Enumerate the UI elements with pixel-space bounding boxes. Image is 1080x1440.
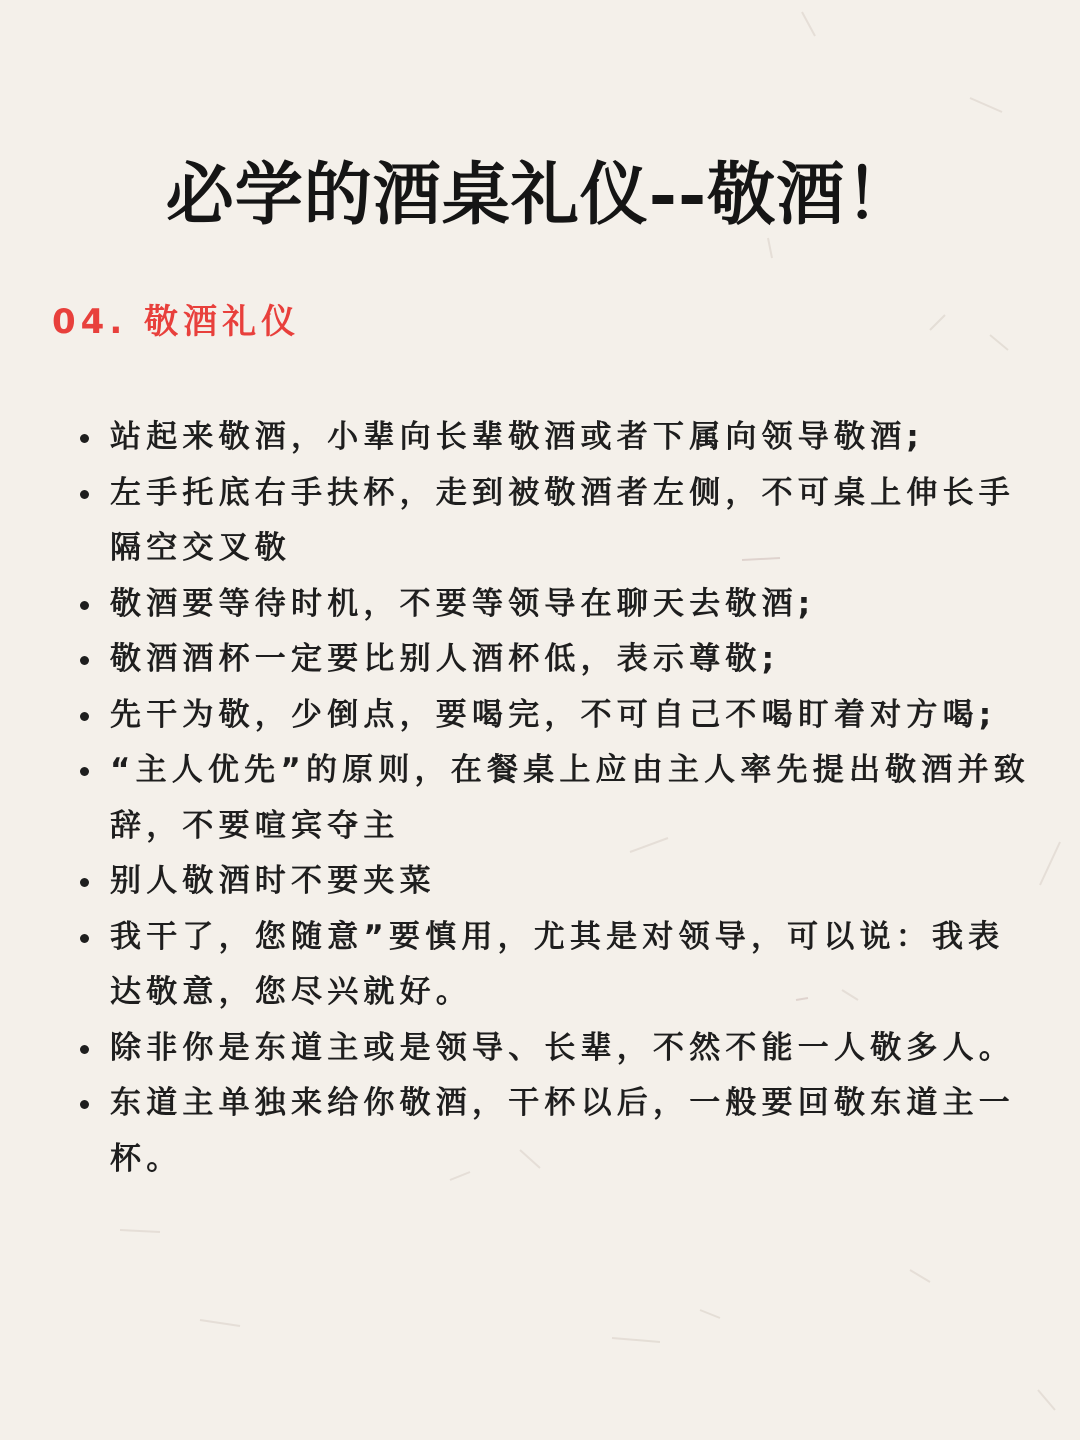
bullet-icon [80,490,89,499]
bullet-icon [80,1045,89,1054]
rule-text: 我干了，您随意”要慎用，尤其是对领导，可以说：我表达敬意，您尽兴就好。 [110,918,1005,1010]
page-title: 必学的酒桌礼仪--敬酒！ [165,154,915,235]
bullet-icon [80,767,89,776]
list-item [78,466,1038,577]
rules-list [78,410,1038,1187]
rule-text: 左手托底右手扶杯，走到被敬酒者左侧，不可桌上伸长手隔空交叉敬 [110,474,1015,566]
list-item [78,854,1038,910]
list-item [78,1021,1038,1077]
rule-text: 除非你是东道主或是领导、长辈，不然不能一人敬多人。 [110,1029,1015,1066]
rule-text: 敬酒要等待时机，不要等领导在聊天去敬酒; [110,585,816,622]
rule-text: 东道主单独来给你敬酒，干杯以后，一般要回敬东道主一杯。 [110,1085,1015,1177]
list-item [78,1076,1038,1187]
list-item [78,688,1038,744]
bullet-icon [80,601,89,610]
list-item [78,910,1038,1021]
bullet-icon [80,656,89,665]
rule-text: 站起来敬酒，小辈向长辈敬酒或者下属向领导敬酒; [110,419,924,455]
list-item [78,743,1038,854]
bullet-icon [80,712,89,721]
bullet-icon [80,878,89,887]
bullet-icon [80,934,89,943]
rule-text: “主人优先”的原则，在餐桌上应由主人率先提出敬酒并致辞，不要喧宾夺主 [110,752,1030,844]
list-item [78,632,1038,688]
section-heading: 04. 敬酒礼仪 [52,302,301,342]
bullet-icon [80,434,89,443]
rule-text: 敬酒酒杯一定要比别人酒杯低，表示尊敬; [110,641,780,677]
rule-text: 先干为敬，少倒点，要喝完，不可自己不喝盯着对方喝; [110,696,997,733]
list-item [78,577,1038,633]
bullet-icon [80,1100,89,1109]
rule-text: 别人敬酒时不要夹菜 [110,863,436,899]
list-item [78,410,1038,466]
